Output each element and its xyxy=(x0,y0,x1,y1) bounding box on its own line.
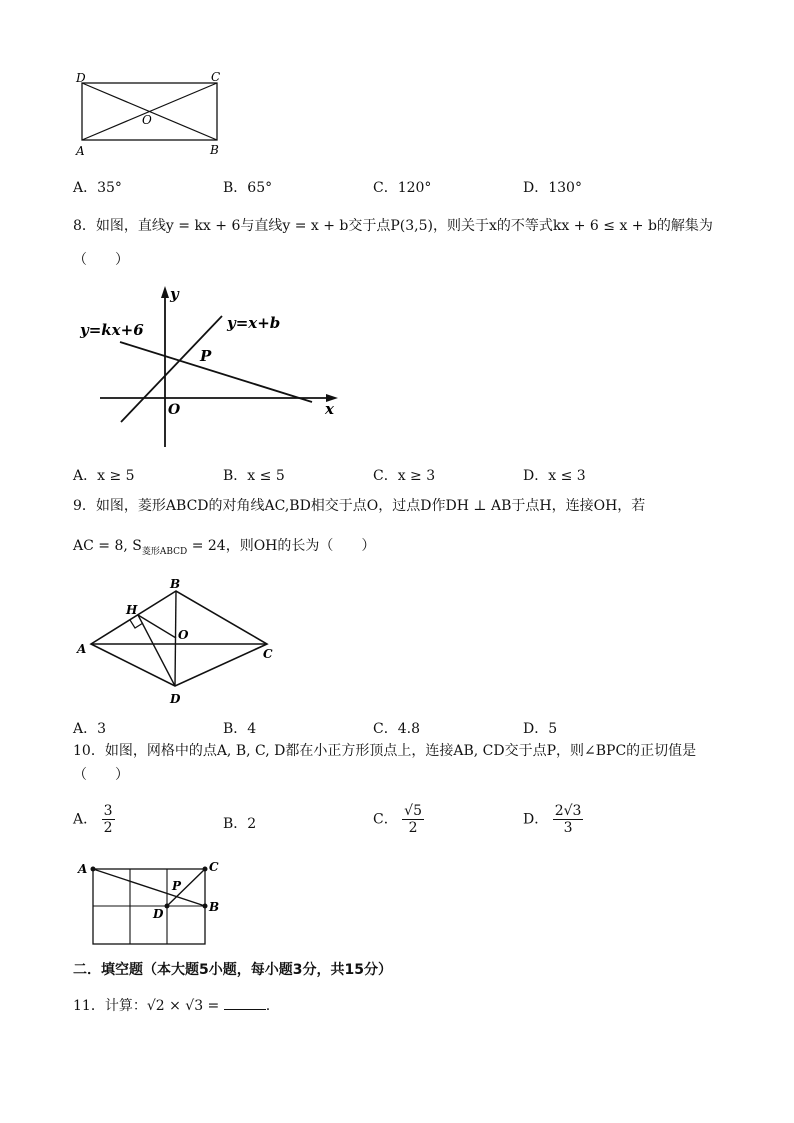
q11-text: 11．计算：√2 × √3 = xyxy=(73,998,220,1014)
q8-answer-blank: （ ） xyxy=(73,252,129,268)
rhombus-figure xyxy=(72,576,287,706)
q11-end: . xyxy=(265,998,271,1014)
label-p: P xyxy=(172,879,182,893)
line-xb-label: y=x+b xyxy=(227,314,281,332)
grid-figure xyxy=(74,858,234,950)
q7-option-b[interactable]: B．65° xyxy=(223,180,273,196)
label-o: O xyxy=(178,628,189,642)
q8-option-d[interactable]: D．x ≤ 3 xyxy=(523,468,586,484)
q10-option-d-fraction xyxy=(553,803,584,836)
origin-label: O xyxy=(168,402,181,418)
q9-condition-end: = 24，则OH的长为（ ） xyxy=(187,538,376,554)
label-o: O xyxy=(142,113,152,127)
q10-option-d[interactable] xyxy=(523,803,583,836)
q10-option-c-fraction xyxy=(402,803,424,836)
label-d: D xyxy=(153,907,164,921)
numerator: 3 xyxy=(103,803,113,819)
q9-question-text: 9．如图，菱形ABCD的对角线AC,BD相交于点O，过点D作DH ⊥ AB于点H，连接OH，若 xyxy=(73,498,646,514)
label-d: D xyxy=(76,71,86,85)
y-axis-label: y xyxy=(170,285,179,303)
q10-option-c-prefix: C． xyxy=(373,811,398,828)
q10-option-b[interactable]: B．2 xyxy=(223,816,257,832)
numerator: 2√3 xyxy=(554,803,582,819)
q11-question xyxy=(73,995,270,1015)
label-h: H xyxy=(126,603,138,617)
q9-option-b[interactable]: B．4 xyxy=(223,721,257,737)
q9-option-d[interactable]: D．5 xyxy=(523,721,558,737)
line-kx6-label: y=kx+6 xyxy=(80,321,144,339)
q8-question-text: 8．如图，直线y = kx + 6与直线y = x + b交于点P(3,5)，则关于x的不等式kx + 6 ≤ x + b的解集为 xyxy=(73,218,713,234)
label-d: D xyxy=(170,692,181,706)
rectangle-figure xyxy=(72,70,232,160)
q10-option-c[interactable] xyxy=(373,803,424,836)
q9-option-c[interactable]: C．4.8 xyxy=(373,721,420,737)
label-b: B xyxy=(210,143,219,157)
q7-option-c[interactable]: C．120° xyxy=(373,180,432,196)
q8-option-b[interactable]: B．x ≤ 5 xyxy=(223,468,285,484)
label-c: C xyxy=(263,647,273,661)
point-p-label: P xyxy=(200,347,212,365)
label-b: B xyxy=(209,900,220,914)
q8-option-a[interactable]: A．x ≥ 5 xyxy=(73,468,135,484)
section-title: 二．填空题（本大题5小题，每小题3分，共15分） xyxy=(73,962,392,978)
denominator: 2 xyxy=(408,820,418,836)
x-axis-label: x xyxy=(325,400,334,418)
q11-answer-blank[interactable] xyxy=(224,995,266,1010)
q9-condition-start: AC = 8, S xyxy=(73,538,142,554)
q10-option-a[interactable] xyxy=(73,803,115,836)
label-c: C xyxy=(209,860,219,874)
q9-question-condition xyxy=(73,537,375,561)
label-a: A xyxy=(77,642,87,656)
q10-option-d-prefix: D． xyxy=(523,811,549,828)
q7-option-d[interactable]: D．130° xyxy=(523,180,582,196)
denominator: 3 xyxy=(563,820,573,836)
numerator: √5 xyxy=(404,803,422,819)
label-c: C xyxy=(211,70,221,84)
q10-option-a-prefix: A． xyxy=(73,811,98,828)
label-a: A xyxy=(76,144,85,158)
q10-question-text: 10．如图，网格中的点A, B, C, D都在小正方形顶点上，连接AB, CD交于点P，则∠BPC的正切值是 xyxy=(73,743,697,759)
q8-option-c[interactable]: C．x ≥ 3 xyxy=(373,468,436,484)
q7-option-a[interactable]: A．35° xyxy=(73,180,122,196)
label-a: A xyxy=(78,862,88,876)
label-b: B xyxy=(170,577,181,591)
q9-subscript: 菱形ABCD xyxy=(141,546,188,557)
q9-option-a[interactable]: A．3 xyxy=(73,721,107,737)
q10-answer-blank: （ ） xyxy=(73,767,129,783)
q10-option-a-fraction xyxy=(102,803,115,836)
denominator: 2 xyxy=(103,820,113,836)
linear-graph-figure xyxy=(76,282,351,452)
